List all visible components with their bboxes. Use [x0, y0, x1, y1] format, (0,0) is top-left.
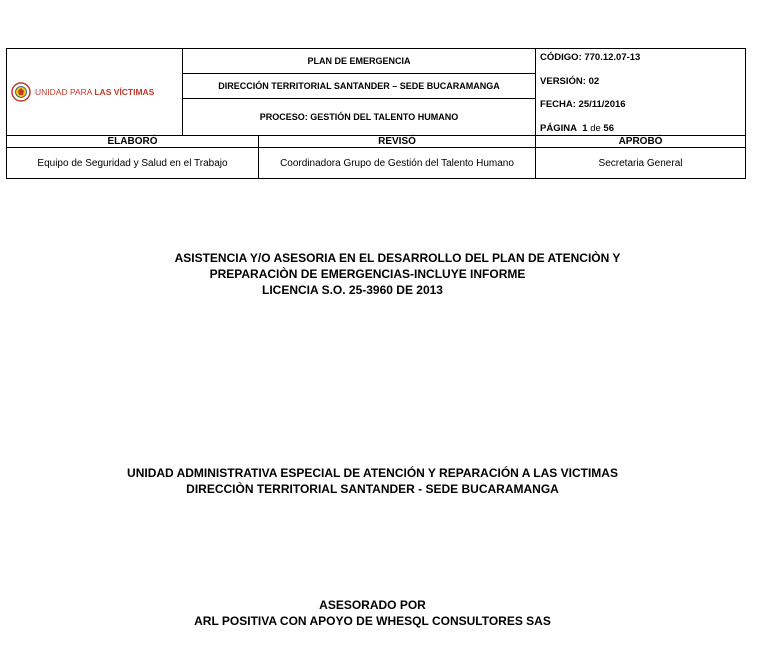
- elaboro-value: Equipo de Seguridad y Salud en el Trabajo: [7, 148, 259, 179]
- seal-icon: [11, 82, 31, 102]
- aprobo-label: APROBÓ: [536, 136, 746, 148]
- page-of: de: [590, 122, 601, 134]
- document-header-table: [6, 48, 746, 179]
- title-line-3: LICENCIA S.O. 25-3960 DE 2013: [262, 283, 443, 297]
- document-meta-cell: [536, 49, 746, 136]
- advisor-line-1: ASESORADO POR: [319, 598, 426, 612]
- document-date: FECHA: 25/11/2016: [540, 99, 626, 110]
- title-line-1: ASISTENCIA Y/O ASESORIA EN EL DESARROLLO DEL PLAN DE ATENCIÒN Y: [174, 251, 621, 265]
- document-version: VERSIÓN: 02: [540, 75, 600, 87]
- advisor-line-2: ARL POSITIVA CON APOYO DE WHESQL CONSULTORES SAS: [194, 614, 551, 628]
- reviso-label: REVISÓ: [259, 136, 536, 148]
- logo-text-part1: UNIDAD PARA: [35, 87, 95, 97]
- logo-text: [35, 87, 154, 97]
- page-label: PÁGINA: [540, 122, 577, 134]
- page-current: 1: [582, 122, 588, 134]
- logo-cell: [7, 49, 183, 136]
- approvals-values-row: [7, 148, 746, 179]
- entity-line-1: UNIDAD ADMINISTRATIVA ESPECIAL DE ATENCIÓN Y REPARACIÓN A LAS VICTIMAS: [127, 466, 618, 480]
- entity-line-2: DIRECCIÒN TERRITORIAL SANTANDER - SEDE BUCARAMANGA: [186, 482, 559, 496]
- logo-text-part2: LAS VÍCTIMAS: [94, 87, 155, 97]
- approvals-labels-row: [7, 136, 746, 148]
- document-process: PROCESO: GESTIÓN DEL TALENTO HUMANO: [183, 99, 536, 136]
- entity-block: [0, 465, 765, 497]
- advisor-block: [0, 597, 765, 629]
- reviso-value: Coordinadora Grupo de Gestión del Talento Humano: [259, 148, 536, 179]
- unidad-victimas-logo: [7, 82, 182, 102]
- page-total: 56: [603, 122, 614, 134]
- document-subtitle: DIRECCIÓN TERRITORIAL SANTANDER – SEDE BUCARAMANGA: [183, 74, 536, 99]
- title-block: [0, 250, 765, 298]
- title-line-2: PREPARACIÒN DE EMERGENCIAS-INCLUYE INFORME: [209, 267, 526, 281]
- document-code: CÓDIGO: 770.12.07-13: [540, 52, 641, 63]
- elaboro-label: ELABORÓ: [7, 136, 259, 148]
- document-title: PLAN DE EMERGENCIA: [183, 49, 536, 74]
- aprobo-value: Secretaria General: [536, 148, 746, 179]
- document-page: [540, 124, 745, 134]
